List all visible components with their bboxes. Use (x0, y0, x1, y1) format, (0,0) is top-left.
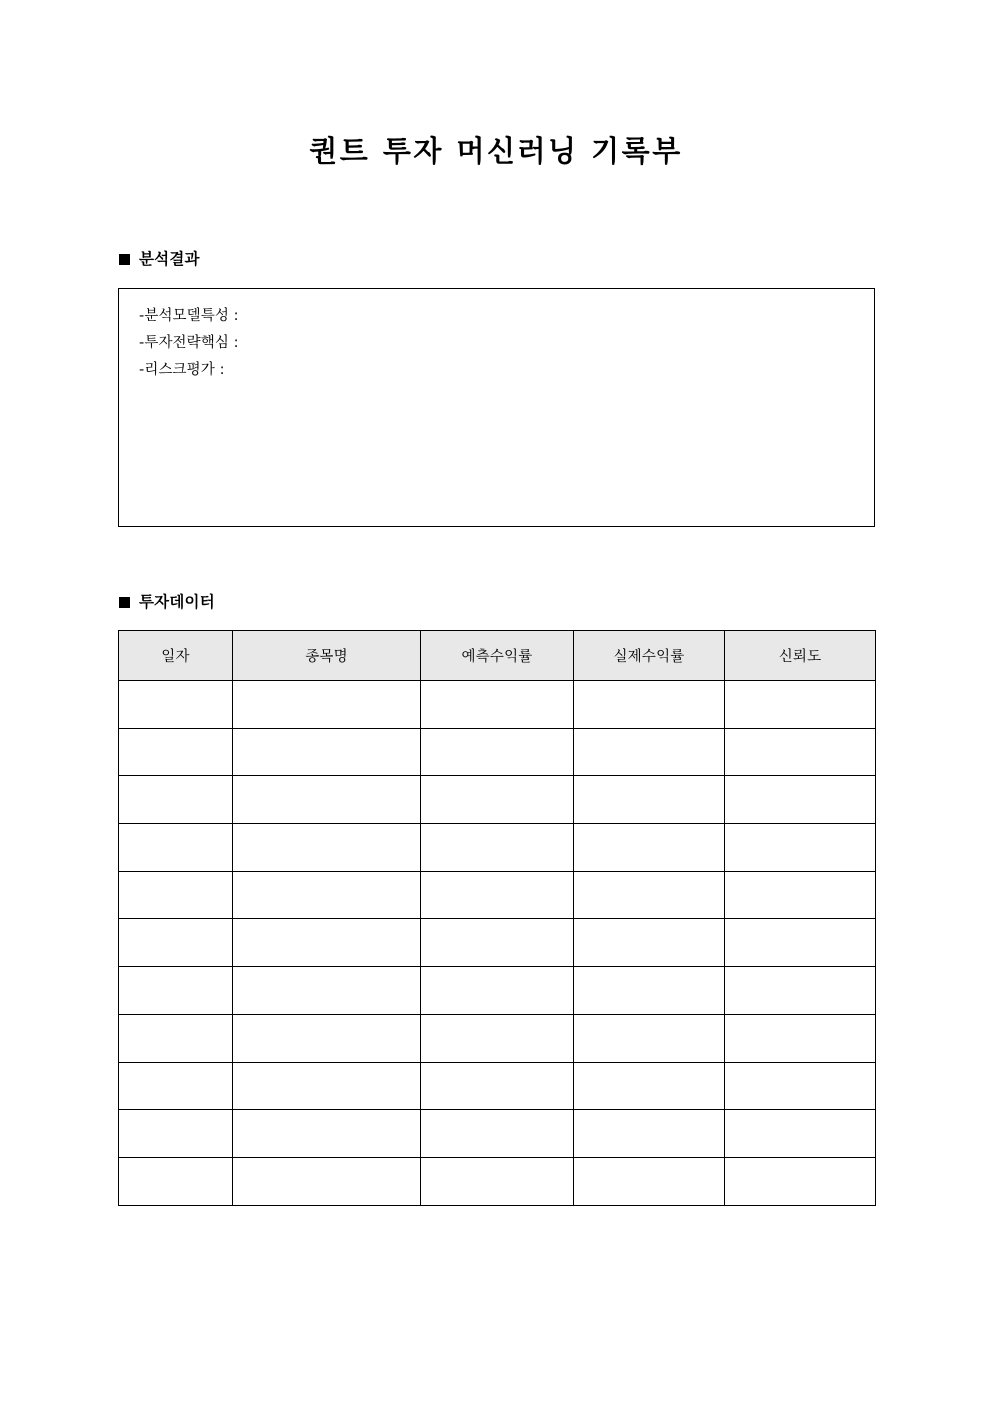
cell-date[interactable] (119, 967, 233, 1015)
column-header-ticker-name: 종목명 (233, 631, 421, 681)
cell-actual-return[interactable] (574, 824, 725, 872)
cell-confidence[interactable] (725, 681, 876, 729)
cell-ticker-name[interactable] (233, 967, 421, 1015)
column-header-confidence: 신뢰도 (725, 631, 876, 681)
cell-confidence[interactable] (725, 919, 876, 967)
table-row (119, 871, 876, 919)
table-row (119, 1157, 876, 1205)
cell-actual-return[interactable] (574, 871, 725, 919)
cell-date[interactable] (119, 1157, 233, 1205)
analysis-field-list (139, 309, 239, 379)
cell-confidence[interactable] (725, 967, 876, 1015)
cell-confidence[interactable] (725, 1157, 876, 1205)
cell-ticker-name[interactable] (233, 728, 421, 776)
cell-confidence[interactable] (725, 871, 876, 919)
cell-date[interactable] (119, 681, 233, 729)
cell-confidence[interactable] (725, 1062, 876, 1110)
cell-actual-return[interactable] (574, 1110, 725, 1158)
cell-actual-return[interactable] (574, 728, 725, 776)
column-header-predicted-return: 예측수익률 (421, 631, 574, 681)
cell-ticker-name[interactable] (233, 824, 421, 872)
cell-confidence[interactable] (725, 728, 876, 776)
cell-actual-return[interactable] (574, 967, 725, 1015)
cell-predicted-return[interactable] (421, 1110, 574, 1158)
table-body (119, 681, 876, 1206)
filled-square-bullet-icon (119, 254, 130, 265)
table-row (119, 824, 876, 872)
section-heading-investment-data-label: 투자데이터 (139, 593, 215, 611)
cell-ticker-name[interactable] (233, 1014, 421, 1062)
section-heading-analysis-label: 분석결과 (139, 250, 200, 268)
page-title: 퀀트 투자 머신러닝 기록부 (309, 134, 683, 168)
analysis-field-strategy-core: -투자전략핵심 : (139, 334, 239, 351)
cell-actual-return[interactable] (574, 1157, 725, 1205)
cell-actual-return[interactable] (574, 919, 725, 967)
table-row (119, 1062, 876, 1110)
table-row (119, 681, 876, 729)
cell-predicted-return[interactable] (421, 681, 574, 729)
cell-confidence[interactable] (725, 1014, 876, 1062)
analysis-result-box[interactable] (118, 288, 875, 527)
cell-predicted-return[interactable] (421, 776, 574, 824)
cell-actual-return[interactable] (574, 1062, 725, 1110)
cell-predicted-return[interactable] (421, 1062, 574, 1110)
cell-date[interactable] (119, 1014, 233, 1062)
cell-date[interactable] (119, 776, 233, 824)
table-header-row (119, 631, 876, 681)
cell-date[interactable] (119, 728, 233, 776)
analysis-field-model-characteristics: -분석모델특성 : (139, 308, 239, 324)
table-row (119, 776, 876, 824)
cell-date[interactable] (119, 919, 233, 967)
section-heading-investment-data (119, 595, 215, 611)
column-header-date: 일자 (119, 631, 233, 681)
cell-ticker-name[interactable] (233, 871, 421, 919)
table-row (119, 728, 876, 776)
cell-predicted-return[interactable] (421, 728, 574, 776)
filled-square-bullet-icon (119, 597, 130, 608)
table-row (119, 1110, 876, 1158)
analysis-field-risk-assessment: -리스크평가 : (139, 361, 225, 378)
table-header (119, 631, 876, 681)
cell-date[interactable] (119, 871, 233, 919)
cell-predicted-return[interactable] (421, 967, 574, 1015)
cell-ticker-name[interactable] (233, 681, 421, 729)
cell-predicted-return[interactable] (421, 919, 574, 967)
investment-data-table (118, 630, 876, 1206)
cell-predicted-return[interactable] (421, 824, 574, 872)
cell-predicted-return[interactable] (421, 1014, 574, 1062)
cell-ticker-name[interactable] (233, 1062, 421, 1110)
cell-confidence[interactable] (725, 824, 876, 872)
cell-predicted-return[interactable] (421, 871, 574, 919)
table-row (119, 1014, 876, 1062)
cell-ticker-name[interactable] (233, 776, 421, 824)
cell-ticker-name[interactable] (233, 1110, 421, 1158)
cell-confidence[interactable] (725, 776, 876, 824)
cell-date[interactable] (119, 1062, 233, 1110)
table-row (119, 919, 876, 967)
cell-actual-return[interactable] (574, 1014, 725, 1062)
cell-actual-return[interactable] (574, 776, 725, 824)
cell-actual-return[interactable] (574, 681, 725, 729)
cell-ticker-name[interactable] (233, 1157, 421, 1205)
table-row (119, 967, 876, 1015)
column-header-actual-return: 실제수익률 (574, 631, 725, 681)
section-heading-analysis (119, 252, 200, 268)
cell-ticker-name[interactable] (233, 919, 421, 967)
cell-confidence[interactable] (725, 1110, 876, 1158)
cell-predicted-return[interactable] (421, 1157, 574, 1205)
cell-date[interactable] (119, 824, 233, 872)
cell-date[interactable] (119, 1110, 233, 1158)
